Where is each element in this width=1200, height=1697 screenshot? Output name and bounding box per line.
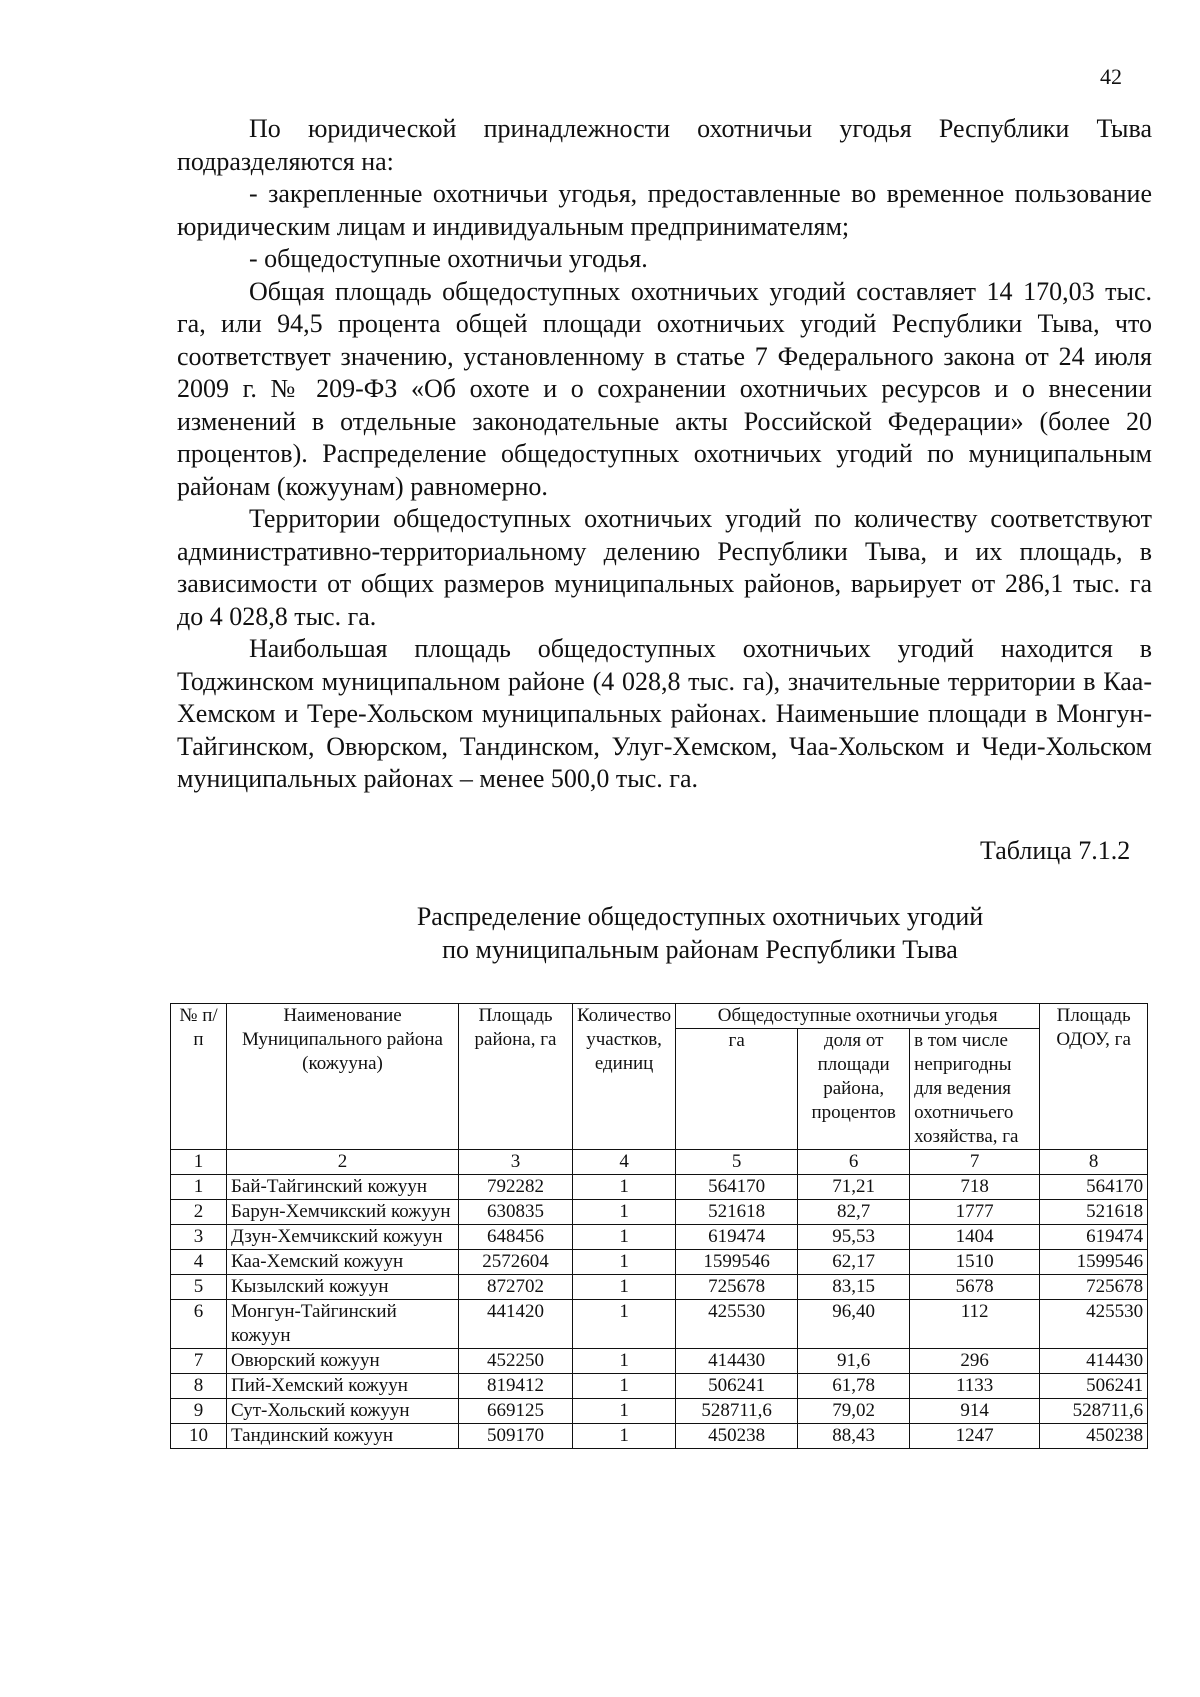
table-row bbox=[171, 1349, 1148, 1374]
table-cell: 1777 bbox=[910, 1200, 1040, 1225]
table-row bbox=[171, 1175, 1148, 1200]
table-cell: Тандинский кожуун bbox=[227, 1424, 459, 1449]
header-public-group: Общедоступные охотничьи угодья bbox=[676, 1004, 1040, 1029]
table-cell: 1 bbox=[573, 1374, 676, 1399]
table-cell: 506241 bbox=[1040, 1374, 1148, 1399]
column-number-cell: 1 bbox=[171, 1150, 227, 1175]
table-cell: 1133 bbox=[910, 1374, 1040, 1399]
table-row bbox=[171, 1275, 1148, 1300]
table-cell: Бай-Тайгинский кожуун bbox=[227, 1175, 459, 1200]
table-cell: 414430 bbox=[676, 1349, 798, 1374]
header-area: Площадь района, га bbox=[459, 1004, 573, 1150]
table-cell: 112 bbox=[910, 1300, 1040, 1349]
table-cell: 528711,6 bbox=[1040, 1399, 1148, 1424]
header-ha: га bbox=[676, 1029, 798, 1150]
table-cell: 1599546 bbox=[1040, 1250, 1148, 1275]
paragraph-largest-area: Наибольшая площадь общедоступных охотничьих угодий находится в Тоджинском муниципальном районе (4 028,8 тыс. га), значительные территории в Каа-Хемском и Тере-Хольском муниципальных районах. Наименьшие площади в Монгун-Тайгинском, Овюрском, Тандинском, Улуг-Хемском, Чаа-Хольском и Чеди-Хольском муниципальных районах – менее 500,0 тыс. га. bbox=[177, 634, 1152, 793]
table-cell: 1 bbox=[573, 1200, 676, 1225]
table-label: Таблица 7.1.2 bbox=[980, 836, 1131, 865]
table-row bbox=[171, 1424, 1148, 1449]
table-cell: 5 bbox=[171, 1275, 227, 1300]
header-odou: Площадь ОДОУ, га bbox=[1040, 1004, 1148, 1150]
column-number-cell: 4 bbox=[573, 1150, 676, 1175]
table-cell: 1 bbox=[573, 1349, 676, 1374]
table-cell: 9 bbox=[171, 1399, 227, 1424]
table-cell: 425530 bbox=[676, 1300, 798, 1349]
page-number: 42 bbox=[1100, 64, 1122, 89]
table-cell: 1247 bbox=[910, 1424, 1040, 1449]
table-cell: 441420 bbox=[459, 1300, 573, 1349]
table-cell: 62,17 bbox=[798, 1250, 910, 1275]
table-cell: 619474 bbox=[1040, 1225, 1148, 1250]
table-cell: 506241 bbox=[676, 1374, 798, 1399]
table-cell: Кызылский кожуун bbox=[227, 1275, 459, 1300]
table-cell: 296 bbox=[910, 1349, 1040, 1374]
table-cell: 79,02 bbox=[798, 1399, 910, 1424]
table-cell: 1 bbox=[573, 1300, 676, 1349]
table-cell: 725678 bbox=[676, 1275, 798, 1300]
table-cell: 2 bbox=[171, 1200, 227, 1225]
column-number-cell: 2 bbox=[227, 1150, 459, 1175]
body-text bbox=[177, 113, 1152, 796]
table-cell: Монгун-Тайгинский кожуун bbox=[227, 1300, 459, 1349]
table-cell: Сут-Хольский кожуун bbox=[227, 1399, 459, 1424]
table-cell: 509170 bbox=[459, 1424, 573, 1449]
table-cell: 725678 bbox=[1040, 1275, 1148, 1300]
table-cell: Пий-Хемский кожуун bbox=[227, 1374, 459, 1399]
column-numbers-row bbox=[171, 1150, 1148, 1175]
table-cell: 914 bbox=[910, 1399, 1040, 1424]
header-count: Количество участков, единиц bbox=[573, 1004, 676, 1150]
table-cell: 1599546 bbox=[676, 1250, 798, 1275]
table-cell: 1404 bbox=[910, 1225, 1040, 1250]
table-cell: Барун-Хемчикский кожуун bbox=[227, 1200, 459, 1225]
table-cell: 619474 bbox=[676, 1225, 798, 1250]
table-row bbox=[171, 1374, 1148, 1399]
districts-table bbox=[170, 1003, 1148, 1449]
table-cell: 564170 bbox=[1040, 1175, 1148, 1200]
table-row bbox=[171, 1250, 1148, 1275]
table-cell: 83,15 bbox=[798, 1275, 910, 1300]
column-number-cell: 8 bbox=[1040, 1150, 1148, 1175]
table-cell: 425530 bbox=[1040, 1300, 1148, 1349]
table-cell: 95,53 bbox=[798, 1225, 910, 1250]
table-cell: 71,21 bbox=[798, 1175, 910, 1200]
column-number-cell: 3 bbox=[459, 1150, 573, 1175]
table-cell: Каа-Хемский кожуун bbox=[227, 1250, 459, 1275]
table-cell: 1 bbox=[573, 1399, 676, 1424]
column-number-cell: 6 bbox=[798, 1150, 910, 1175]
table-cell: 1 bbox=[573, 1225, 676, 1250]
header-name: Наименование Муниципального района (кожууна) bbox=[227, 1004, 459, 1150]
table-cell: 452250 bbox=[459, 1349, 573, 1374]
table-cell: 564170 bbox=[676, 1175, 798, 1200]
table-cell: 5678 bbox=[910, 1275, 1040, 1300]
paragraph-territories: Территории общедоступных охотничьих угодий по количеству соответствуют административно-территориальному делению Республики Тыва, и их площадь, в зависимости от общих размеров муниципальных районов, варьирует от 286,1 тыс. га до 4 028,8 тыс. га. bbox=[177, 504, 1152, 631]
table-title-line-1: Распределение общедоступных охотничьих угодий bbox=[416, 902, 984, 931]
table-cell: 7 bbox=[171, 1349, 227, 1374]
list-item-public: - общедоступные охотничьи угодья. bbox=[249, 244, 648, 273]
column-number-cell: 7 bbox=[910, 1150, 1040, 1175]
list-item-assigned: - закрепленные охотничьи угодья, предоставленные во временное пользование юридическим лицам и индивидуальным предпринимателям; bbox=[177, 179, 1152, 241]
column-number-cell: 5 bbox=[676, 1150, 798, 1175]
paragraph-total-area: Общая площадь общедоступных охотничьих угодий составляет 14 170,03 тыс. га, или 94,5 процента общей площади охотничьих угодий Республики Тыва, что соответствует значению, установленному в статье 7 Федерального закона от 24 июля 2009 г. № 209-ФЗ «Об охоте и о сохранении охотничьих ресурсов и о внесении изменений в отдельные законодательные акты Российской Федерации» (более 20 процентов). Распределение общедоступных охотничьих угодий по муниципальным районам (кожуунам) равномерно. bbox=[177, 276, 1152, 501]
table-cell: 61,78 bbox=[798, 1374, 910, 1399]
table-cell: 4 bbox=[171, 1250, 227, 1275]
table-body bbox=[171, 1175, 1148, 1449]
table-cell: 718 bbox=[910, 1175, 1040, 1200]
table-row bbox=[171, 1300, 1148, 1349]
table-cell: 10 bbox=[171, 1424, 227, 1449]
table-cell: 521618 bbox=[676, 1200, 798, 1225]
table-cell: 819412 bbox=[459, 1374, 573, 1399]
table-cell: 450238 bbox=[1040, 1424, 1148, 1449]
table-cell: 1510 bbox=[910, 1250, 1040, 1275]
table-cell: 669125 bbox=[459, 1399, 573, 1424]
table-cell: 648456 bbox=[459, 1225, 573, 1250]
table-cell: 82,7 bbox=[798, 1200, 910, 1225]
table-title bbox=[250, 900, 1150, 966]
table-cell: 1 bbox=[573, 1250, 676, 1275]
table-row bbox=[171, 1399, 1148, 1424]
table-cell: 792282 bbox=[459, 1175, 573, 1200]
header-share: доля от площади района, процентов bbox=[798, 1029, 910, 1150]
table-cell: 6 bbox=[171, 1300, 227, 1349]
paragraph-1: По юридической принадлежности охотничьи угодья Республики Тыва подразделяются на: bbox=[177, 114, 1152, 176]
table-cell: 91,6 bbox=[798, 1349, 910, 1374]
table-row bbox=[171, 1200, 1148, 1225]
header-num: № п/п bbox=[171, 1004, 227, 1150]
table-cell: 450238 bbox=[676, 1424, 798, 1449]
table-cell: 88,43 bbox=[798, 1424, 910, 1449]
table-cell: 528711,6 bbox=[676, 1399, 798, 1424]
table-cell: 8 bbox=[171, 1374, 227, 1399]
table-cell: 96,40 bbox=[798, 1300, 910, 1349]
table-cell: 2572604 bbox=[459, 1250, 573, 1275]
table-cell: 1 bbox=[171, 1175, 227, 1200]
table-cell: 521618 bbox=[1040, 1200, 1148, 1225]
table-cell: 414430 bbox=[1040, 1349, 1148, 1374]
table-cell: 1 bbox=[573, 1275, 676, 1300]
table-cell: Дзун-Хемчикский кожуун bbox=[227, 1225, 459, 1250]
table-cell: 630835 bbox=[459, 1200, 573, 1225]
table-cell: Овюрский кожуун bbox=[227, 1349, 459, 1374]
table-title-line-2: по муниципальным районам Республики Тыва bbox=[442, 935, 958, 964]
header-unsuitable: в том числе непригодны для ведения охотничьего хозяйства, га bbox=[910, 1029, 1040, 1150]
table-cell: 1 bbox=[573, 1424, 676, 1449]
table-cell: 872702 bbox=[459, 1275, 573, 1300]
table-cell: 3 bbox=[171, 1225, 227, 1250]
table-row bbox=[171, 1225, 1148, 1250]
table-cell: 1 bbox=[573, 1175, 676, 1200]
